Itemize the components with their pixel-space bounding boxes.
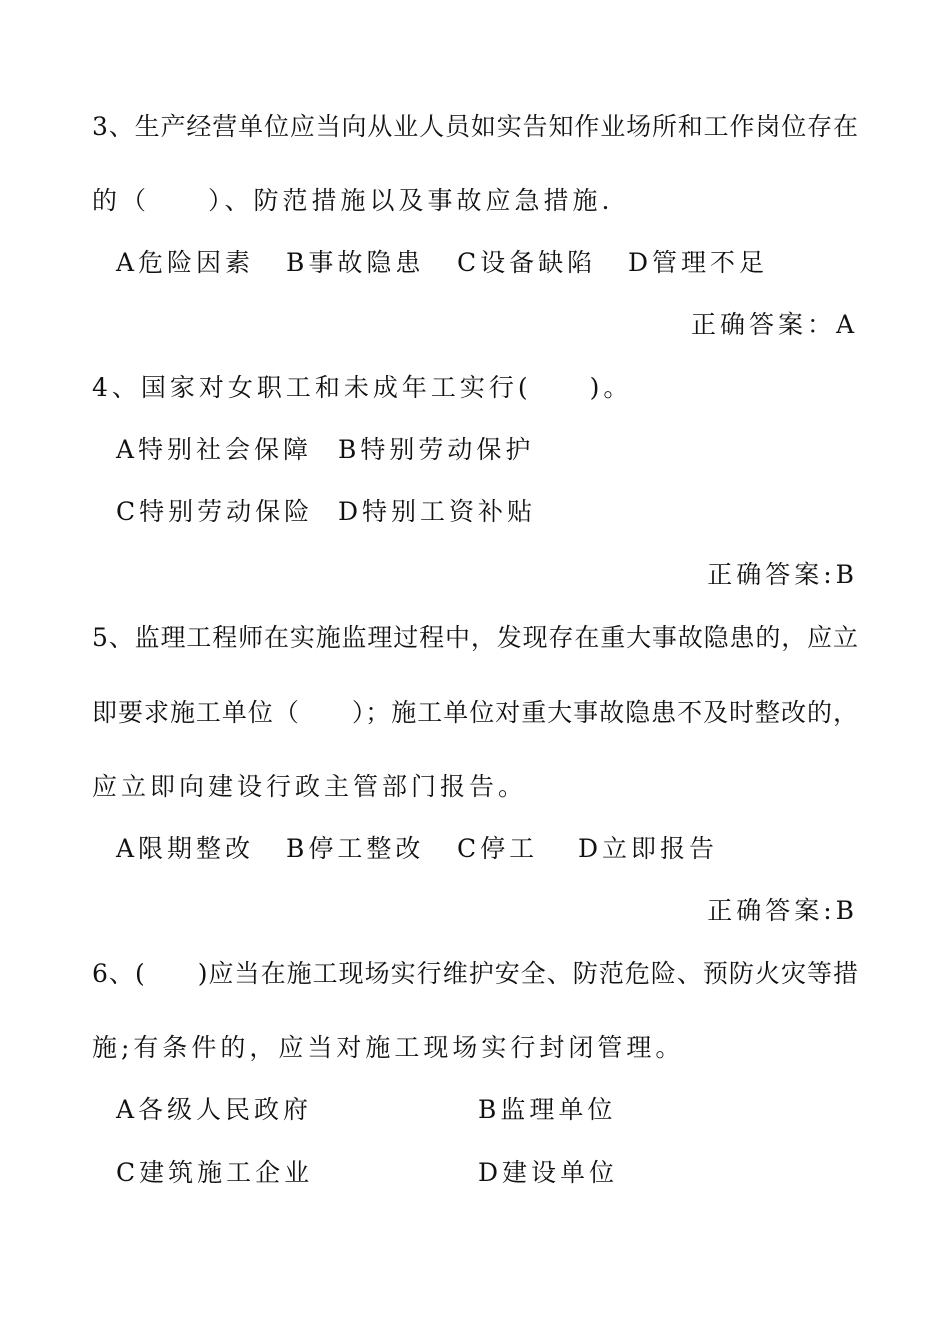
- question-4-option-c: C特别劳动保险: [116, 497, 314, 526]
- question-4-option-d: D特别工资补贴: [338, 497, 537, 526]
- question-5-option-d: D立即报告: [578, 834, 719, 863]
- question-4-answer: 正确答案:B: [707, 560, 858, 589]
- question-6-option-a: A各级人民政府: [116, 1095, 313, 1124]
- question-3-line-2: 的（ ）、防范措施以及事故应急措施.: [92, 186, 614, 215]
- question-6-line-1: 6、( )应当在施工现场实行维护安全、防范危险、预防火灾等措: [92, 959, 858, 988]
- question-6-option-c: C建筑施工企业: [116, 1158, 314, 1187]
- question-5-option-b: B停工整改: [286, 834, 425, 863]
- question-5-line-1: 5、监理工程师在实施监理过程中，发现存在重大事故隐患的，应立: [92, 623, 858, 652]
- question-3-option-a: A危险因素: [116, 248, 255, 277]
- question-5-answer: 正确答案:B: [707, 896, 858, 925]
- question-3-option-b: B事故隐患: [286, 248, 425, 277]
- question-3-answer: 正确答案：A: [690, 310, 858, 339]
- question-5-option-a: A限期整改: [116, 834, 255, 863]
- question-6-option-b: B监理单位: [478, 1095, 617, 1124]
- question-3-option-c: C设备缺陷: [457, 248, 597, 277]
- question-6-option-d: D建设单位: [478, 1158, 619, 1187]
- question-5-line-2: 即要求施工单位（ ）；施工单位对重大事故隐患不及时整改的，: [92, 698, 858, 727]
- question-4-line-1: 4、国家对女职工和未成年工实行( )。: [92, 373, 633, 402]
- question-3-line-1: 3、生产经营单位应当向从业人员如实告知作业场所和工作岗位存在: [92, 112, 858, 141]
- question-6-line-2: 施;有条件的，应当对施工现场实行封闭管理。: [92, 1033, 685, 1062]
- question-3-option-d: D管理不足: [628, 248, 769, 277]
- question-4-option-b: B特别劳动保护: [338, 435, 535, 464]
- question-4-option-a: A特别社会保障: [116, 435, 313, 464]
- question-5-line-3: 应立即向建设行政主管部门报告。: [92, 772, 528, 801]
- question-5-option-c: C停工: [457, 834, 539, 863]
